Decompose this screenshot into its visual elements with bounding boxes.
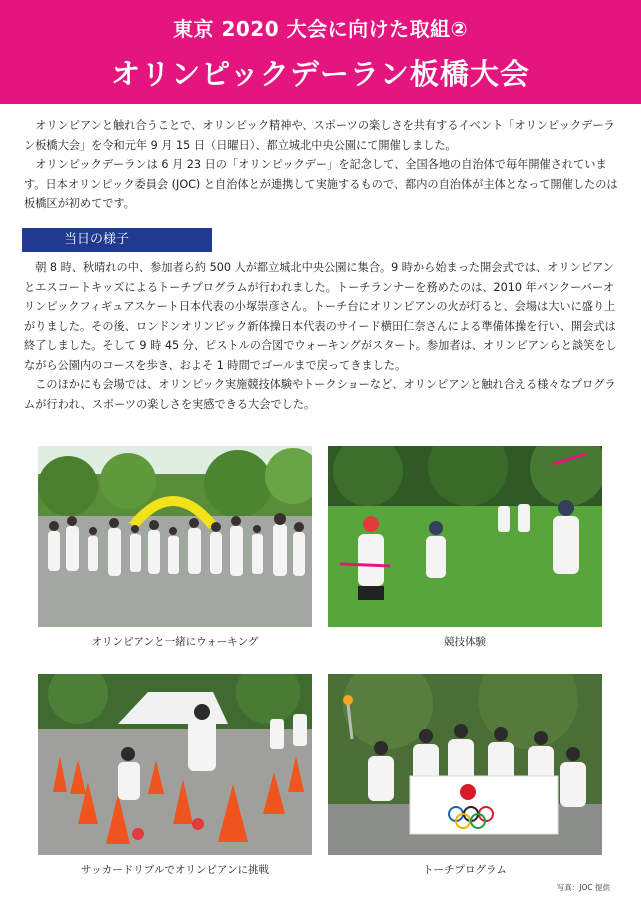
intro-paragraph-2: オリンピックデーランは 6 月 23 日の「オリンピックデー」を記念して、全国各地の自治体で毎年開催されています。日本オリンピック委員会 (JOC) と自治体とが連携して実施するもので、都内の自治体が主体となって開催したのは板橋区が初めてです。	[24, 158, 618, 210]
photo-credit: 写真：JOC 提供	[556, 883, 610, 892]
caption-torch-program: トーチプログラム	[423, 864, 507, 876]
photo-torch-program	[328, 674, 602, 855]
detail-text	[24, 258, 620, 414]
photo-soccer-dribble	[38, 674, 312, 855]
photo-sports-experience	[328, 446, 602, 627]
caption-sports-experience: 競技体験	[444, 636, 486, 648]
section-heading: 当日の様子	[22, 228, 212, 252]
detail-paragraph-2: このほかにも会場では、オリンピック実施競技体験やトークショーなど、オリンピアンと触れ合える様々なプログラムが行われ、スポーツの楽しさを実感できる大会でした。	[24, 378, 616, 411]
caption-soccer-dribble: サッカードリブルでオリンピアンに挑戦	[81, 864, 269, 876]
intro-text	[24, 116, 620, 214]
page-title: オリンピックデーラン板橋大会	[111, 57, 530, 91]
detail-paragraph-1: 朝 8 時、秋晴れの中、参加者ら約 500 人が都立城北中央公園に集合。9 時から始まった開会式では、オリンピアンとエスコートキッズによるトーチプログラムが行われました。トーチランナーを務めたのは、2010 年バンクーバーオリンピックフィギュアスケート日本代表の小塚崇彦さん。トーチ台にオリンピアンの火が灯ると、会場は大いに盛り上がりました。その後、ロンドンオリンピック新体操日本代表のサイード横田仁奈さんによる準備体操を行い、開会式は終了しました。そして 9 時 45 分、ピストルの合図でウォーキングがスタート。参加者は、オリンピアンらと談笑をしながら公園内のコースを歩き、およそ 1 時間でゴールまで戻ってきました。	[24, 261, 617, 372]
page-subtitle: 東京 2020 大会に向けた取組②	[172, 17, 469, 41]
photo-walking	[38, 446, 312, 627]
caption-walking: オリンピアンと一緒にウォーキング	[91, 636, 259, 648]
intro-paragraph-1: オリンピアンと触れ合うことで、オリンピック精神や、スポーツの楽しさを共有するイベント「オリンピックデーラン板橋大会」を令和元年 9 月 15 日（日曜日）、都立城北中央公園にて開催しました。	[24, 119, 615, 152]
page-header	[0, 0, 641, 104]
